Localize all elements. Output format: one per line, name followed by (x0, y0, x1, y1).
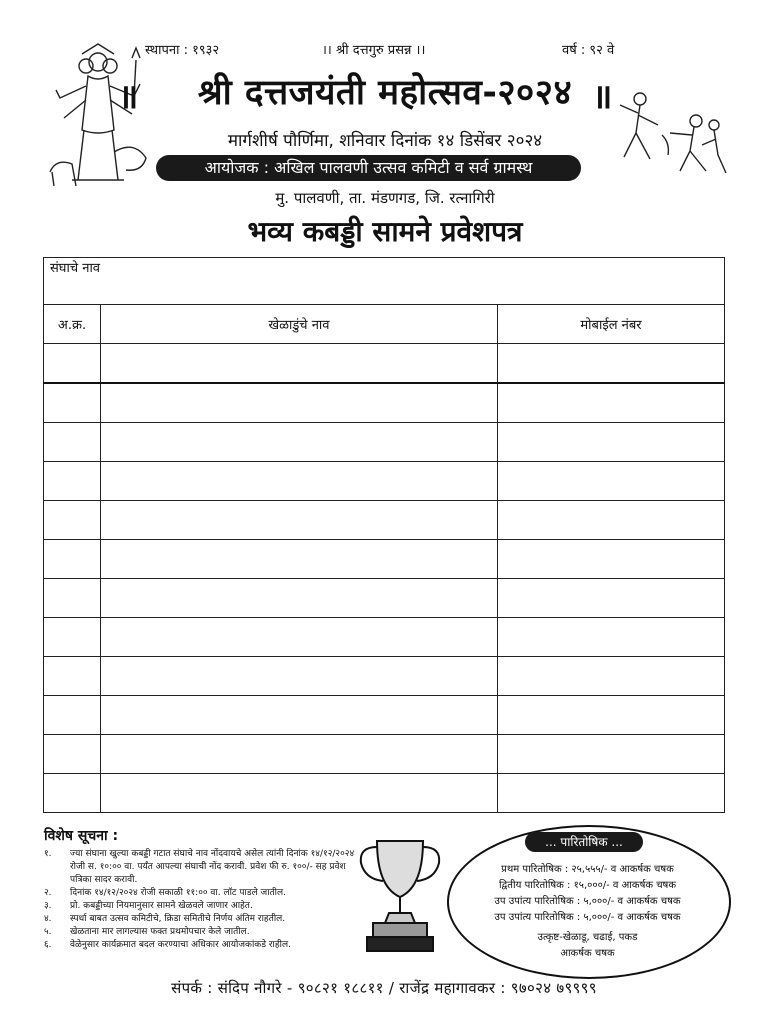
table-row (44, 383, 725, 423)
team-name-label: संघाचे नाव (50, 261, 101, 276)
table-row (44, 657, 725, 696)
form-heading: भव्य कबड्डी सामने प्रवेशपत्र (247, 215, 523, 248)
notes-title: विशेष सूचना : (44, 828, 119, 844)
organizer-banner: आयोजक : अखिल पालवणी उत्सव कमिटी व सर्व ग्रामस्थ (156, 155, 581, 181)
serial-cell[interactable] (44, 501, 101, 540)
prize-semi-2: उप उपांत्य पारितोषिक : ५,०००/- व आकर्षक चषक (494, 912, 681, 923)
mobile-cell[interactable] (498, 774, 725, 813)
serial-cell[interactable] (44, 696, 101, 735)
mobile-cell[interactable] (498, 696, 725, 735)
player-name-cell[interactable] (101, 383, 498, 423)
entry-table (43, 257, 725, 813)
kabaddi-players-illustration (610, 85, 730, 180)
note-item: ४. स्पर्धा बाबत उत्सव कमिटीचे, क्रिडा समितीचे निर्णय अंतिम राहतील. (44, 914, 286, 924)
col-player-name: खेळाडुंचे नाव (101, 305, 498, 344)
note-item: ६. वेळेनुसार कार्यक्रमात बदल करण्याचा अधिकार आयोजकांकडे राहील. (44, 940, 291, 950)
col-mobile: मोबाईल नंबर (498, 305, 725, 344)
serial-cell[interactable] (44, 383, 101, 423)
table-row (44, 344, 725, 384)
serial-cell[interactable] (44, 462, 101, 501)
serial-cell[interactable] (44, 344, 101, 384)
col-serial: अ.क्र. (44, 305, 101, 344)
team-name-row (44, 258, 725, 305)
mobile-cell[interactable] (498, 462, 725, 501)
player-name-cell[interactable] (101, 344, 498, 384)
mobile-cell[interactable] (498, 579, 725, 618)
serial-cell[interactable] (44, 423, 101, 462)
serial-cell[interactable] (44, 735, 101, 774)
table-row (44, 774, 725, 813)
mobile-cell[interactable] (498, 344, 725, 384)
established-text: स्थापना : १९३२ (145, 43, 220, 58)
table-row (44, 696, 725, 735)
player-name-cell[interactable] (101, 501, 498, 540)
player-name-cell[interactable] (101, 540, 498, 579)
table-row (44, 735, 725, 774)
serial-cell[interactable] (44, 618, 101, 657)
table-row (44, 579, 725, 618)
festival-title: श्री दत्तजयंती महोत्सव-२०२४ (197, 73, 573, 113)
table-header (44, 305, 725, 344)
player-name-cell[interactable] (101, 618, 498, 657)
prize-first: प्रथम पारितोषिक : २५,५५५/- व आकर्षक चषक (501, 864, 674, 875)
title-ornament-left: ॥ (118, 77, 139, 117)
note-item: ३. प्रो. कबड्डीच्या नियमानुसार सामने खेळवले जाणार आहेत. (44, 901, 253, 911)
player-name-cell[interactable] (101, 462, 498, 501)
player-name-cell[interactable] (101, 423, 498, 462)
serial-cell[interactable] (44, 774, 101, 813)
player-name-cell[interactable] (101, 657, 498, 696)
prize-best-player: उत्कृष्ट-खेळाडू, चढाई, पकड (537, 932, 638, 943)
note-item: १. ज्या संघाना खुल्या कबड्डी गटात संघाचे नाव नोंदवायचे असेल त्यांनी दिनांक १४/१२/२०२४ रोजी स. १०:०० वा. पर्यंत आपल्या संघाची नोंद करावी. प्रवेश फी रु. १००/- सह प्रवेश पत्रिका सादर करावी. (44, 849, 355, 885)
mobile-cell[interactable] (498, 501, 725, 540)
serial-cell[interactable] (44, 540, 101, 579)
mobile-cell[interactable] (498, 423, 725, 462)
player-name-cell[interactable] (101, 774, 498, 813)
mobile-cell[interactable] (498, 618, 725, 657)
mobile-cell[interactable] (498, 657, 725, 696)
blessing-text: ।। श्री दत्तगुरु प्रसन्न ।। (322, 43, 426, 58)
mobile-cell[interactable] (498, 735, 725, 774)
player-name-cell[interactable] (101, 696, 498, 735)
trophy-icon (355, 835, 445, 955)
prize-second: द्वितीय पारितोषिक : १५,०००/- व आकर्षक चषक (498, 880, 677, 891)
player-name-cell[interactable] (101, 579, 498, 618)
table-row (44, 540, 725, 579)
player-name-cell[interactable] (101, 735, 498, 774)
note-item: २. दिनांक १४/१२/२०२४ रोजी सकाळी ११:०० वा. लॉट पाडले जातील. (44, 888, 286, 898)
prize-title: ... पारितोषिक ... (525, 832, 643, 852)
table-row (44, 423, 725, 462)
serial-cell[interactable] (44, 579, 101, 618)
table-row (44, 618, 725, 657)
mobile-cell[interactable] (498, 383, 725, 423)
note-item: ५. खेळताना मार लागल्यास फक्त प्रथमोपचार केले जातील. (44, 927, 250, 937)
venue-address: मु. पालवणी, ता. मंडणगड, जि. रत्नागिरी (275, 189, 495, 207)
mobile-cell[interactable] (498, 540, 725, 579)
table-row (44, 462, 725, 501)
year-text: वर्ष : ९२ वे (562, 43, 615, 58)
team-name-field[interactable] (44, 258, 725, 305)
serial-cell[interactable] (44, 657, 101, 696)
prize-list (455, 862, 720, 962)
event-date: मार्गशीर्ष पौर्णिमा, शनिवार दिनांक १४ डिसेंबर २०२४ (227, 131, 543, 151)
title-ornament-right: ॥ (592, 77, 613, 117)
contact-line: संपर्क : संदिप नौगरे - ९०८२१ १८८११ / राजेंद्र महागावकर : ९७०२४ ७९९९९ (171, 979, 597, 997)
prize-semi-1: उप उपांत्य पारितोषिक : ५,०००/- व आकर्षक चषक (494, 896, 681, 907)
table-row (44, 501, 725, 540)
prize-best-trophy: आकर्षक चषक (560, 948, 615, 959)
notes-list (44, 848, 364, 952)
